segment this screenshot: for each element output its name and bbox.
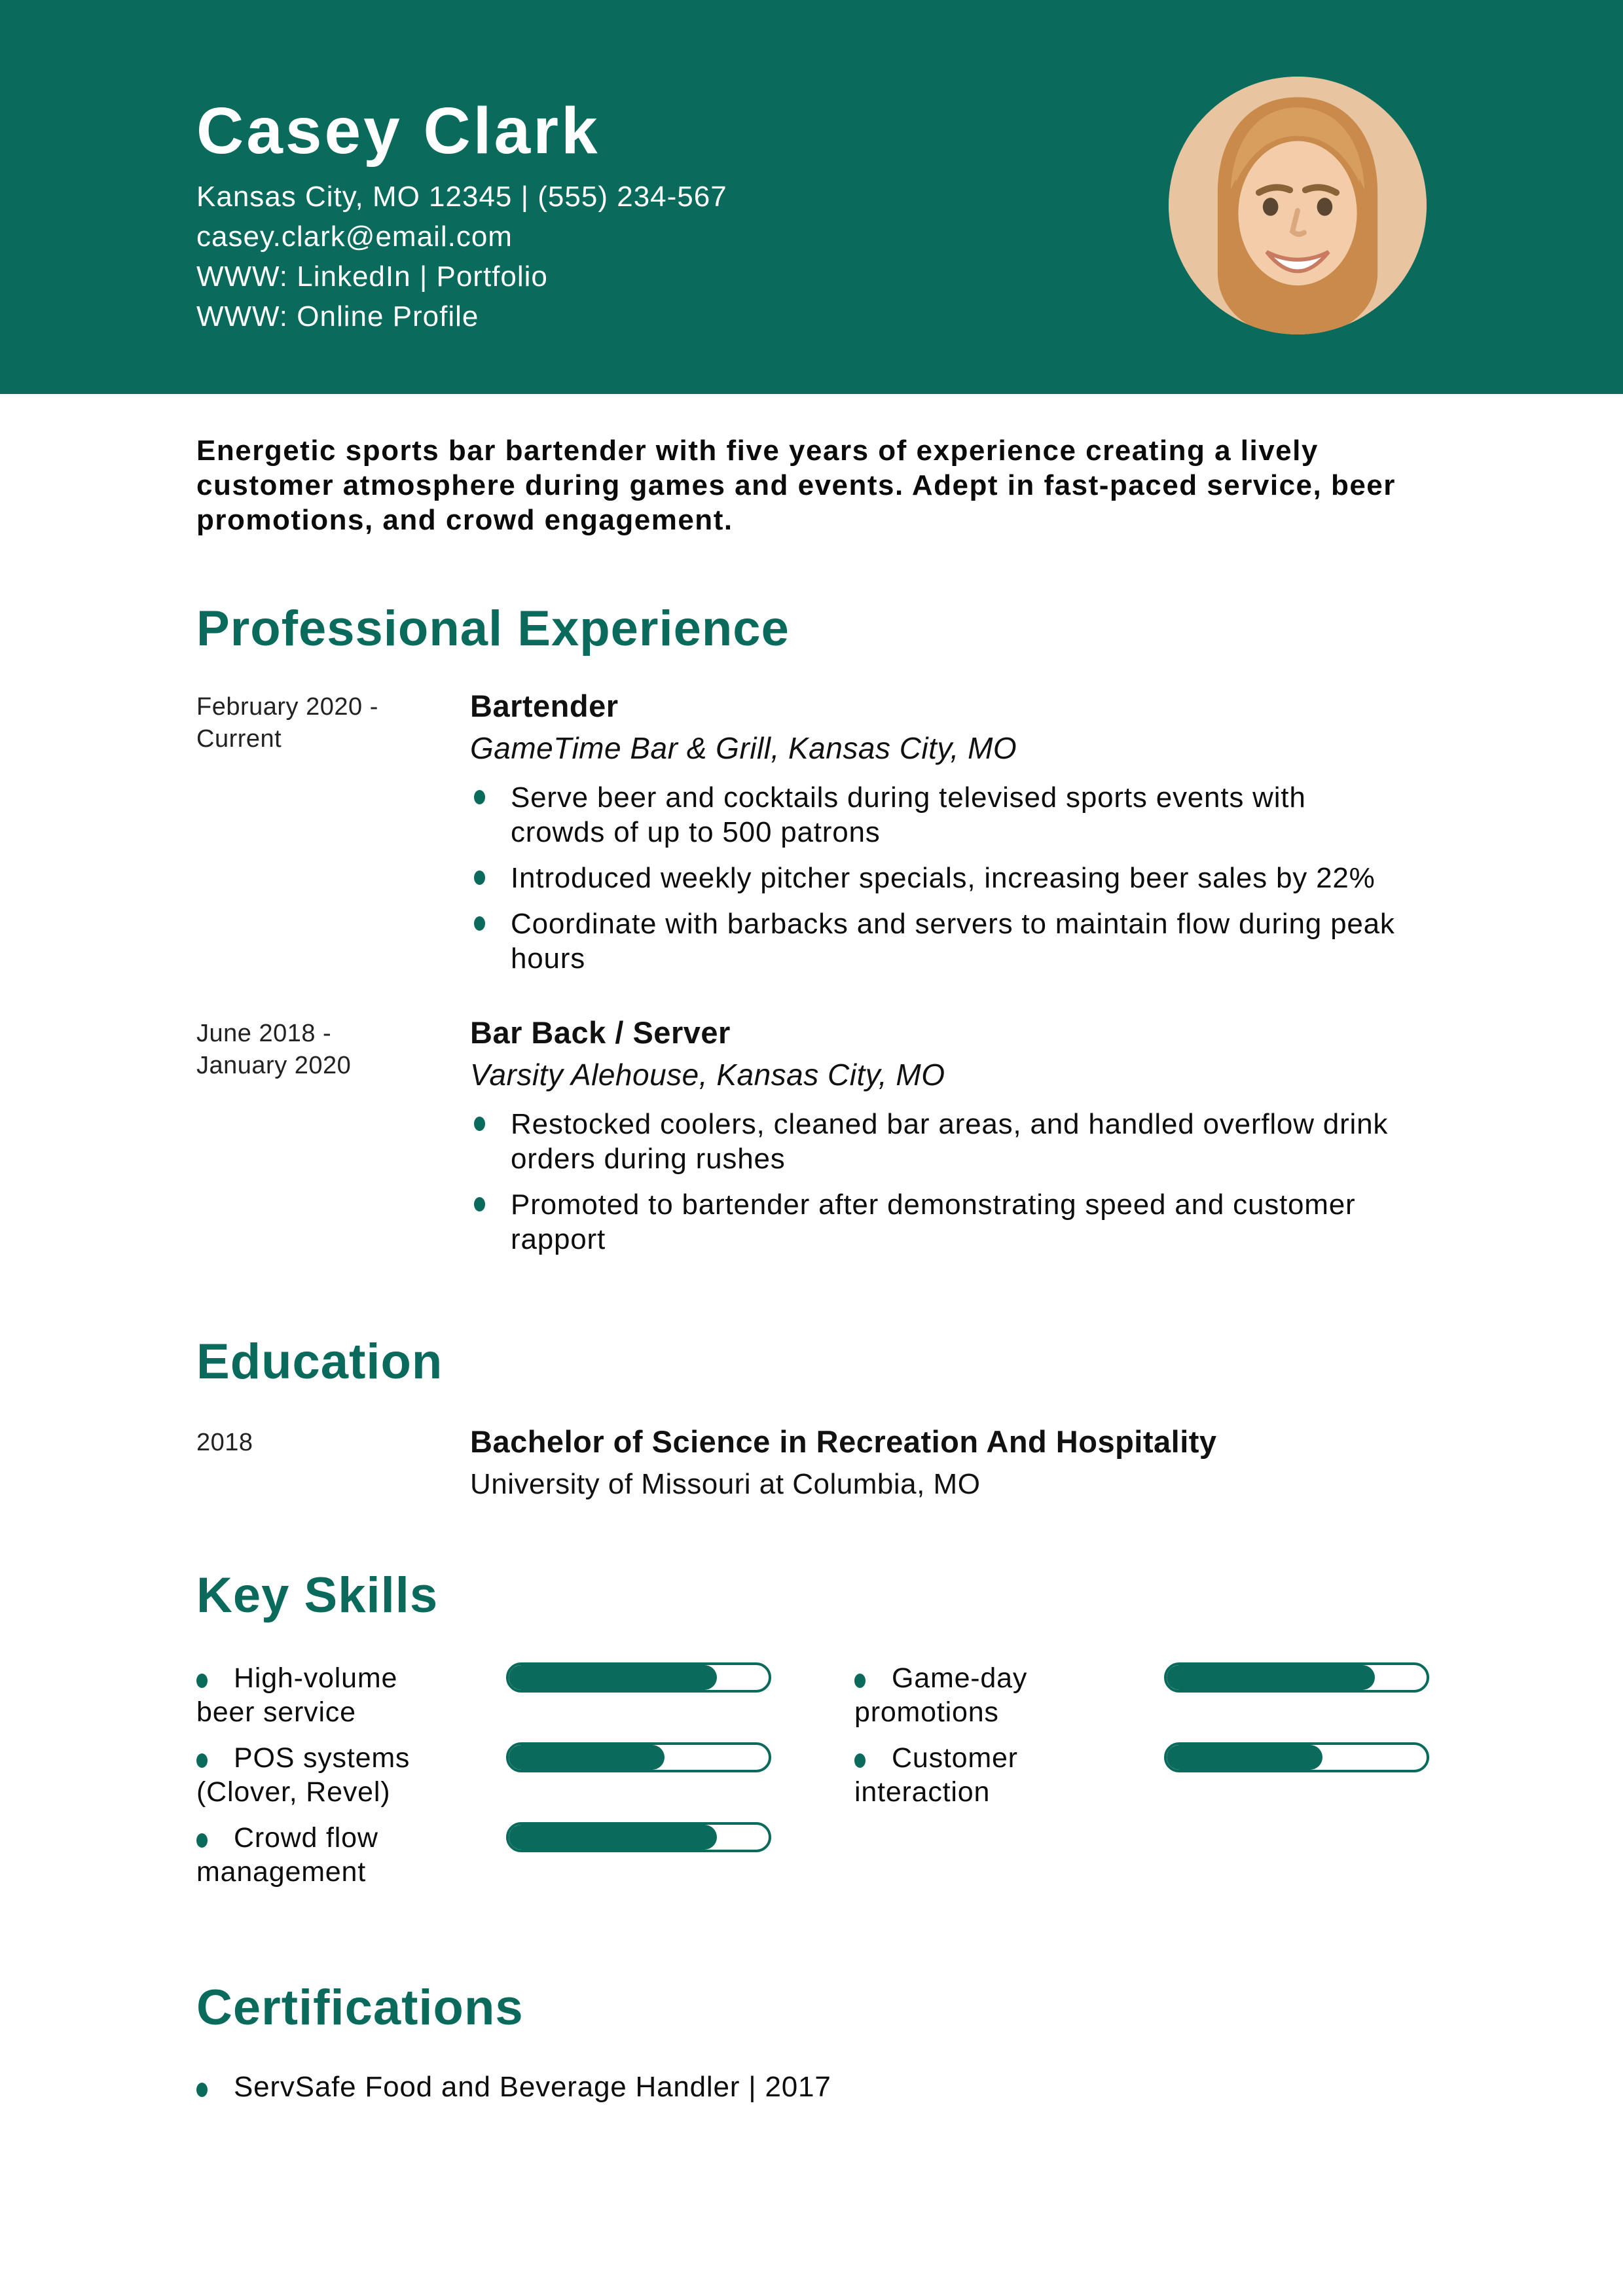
education-degree: Bachelor of Science in Recreation And Hospitality (470, 1424, 1217, 1459)
skill-level-bar (506, 1662, 771, 1693)
job-entry (196, 688, 1427, 987)
education-section-title: Education (196, 1334, 443, 1390)
section-key-skills (196, 1567, 1427, 1901)
bullet-dot-icon (196, 1674, 208, 1688)
skill-name: Crowd flow management (196, 1822, 378, 1888)
education-details (470, 1424, 1427, 1501)
profile-photo (1169, 77, 1427, 334)
contact-line-location-phone: Kansas City, MO 12345 | (555) 234-567 (196, 181, 727, 213)
skills-column-left (196, 1661, 771, 1901)
skill-item (854, 1741, 1429, 1809)
skill-level-fill (1167, 1745, 1322, 1770)
bullet-dot-icon (196, 2083, 208, 2097)
skill-item (196, 1741, 771, 1809)
skill-level-bar (1164, 1662, 1429, 1693)
job-entry (196, 1014, 1427, 1268)
bullet-item: Introduced weekly pitcher specials, increasing beer sales by 22% (470, 861, 1406, 895)
skill-item (196, 1661, 771, 1729)
job-bullet-list (470, 780, 1406, 976)
education-entry (196, 1424, 1427, 1501)
job-details (470, 1014, 1427, 1268)
skills-section-title: Key Skills (196, 1568, 439, 1623)
skill-name: Game-day promotions (854, 1662, 1028, 1728)
contact-line-links: WWW: LinkedIn | Portfolio (196, 260, 548, 293)
skill-label (854, 1661, 1164, 1729)
skill-level-fill (509, 1665, 717, 1690)
skill-name: POS systems (Clover, Revel) (196, 1742, 410, 1808)
job-title: Bar Back / Server (470, 1015, 731, 1050)
skill-label (196, 1821, 506, 1889)
face-illustration (1169, 77, 1427, 334)
skill-label (854, 1741, 1164, 1809)
skill-item (854, 1661, 1429, 1729)
bullet-item: Restocked coolers, cleaned bar areas, and handled overflow drink orders during rushes (470, 1107, 1406, 1176)
certifications-section-title: Certifications (196, 1980, 524, 2036)
candidate-name: Casey Clark (196, 94, 600, 168)
skill-name: High-volume beer service (196, 1662, 398, 1728)
bullet-item: Serve beer and cocktails during televised sports events with crowds of up to 500 patrons (470, 780, 1406, 850)
contact-line-email: casey.clark@email.com (196, 221, 513, 253)
skills-columns (196, 1661, 1427, 1901)
job-details (470, 688, 1427, 987)
job-title: Bartender (470, 689, 619, 723)
section-certifications (196, 1979, 1427, 2104)
skill-level-bar (506, 1822, 771, 1852)
section-experience (196, 600, 1427, 1268)
job-dates: June 2018 - January 2020 (196, 1020, 352, 1079)
skill-name: Customer interaction (854, 1742, 1018, 1808)
skill-level-fill (1167, 1665, 1375, 1690)
skill-label (196, 1661, 506, 1729)
job-dates: February 2020 - Current (196, 693, 378, 753)
bullet-item: Coordinate with barbacks and servers to maintain flow during peak hours (470, 906, 1406, 976)
skill-item (196, 1821, 771, 1889)
contact-line-profile: WWW: Online Profile (196, 300, 479, 332)
resume-body (0, 433, 1623, 2104)
bullet-dot-icon (196, 1833, 208, 1848)
skill-level-fill (509, 1825, 717, 1850)
skill-label (196, 1741, 506, 1809)
section-education (196, 1333, 1427, 1501)
skill-level-bar (1164, 1742, 1429, 1772)
bullet-item: Promoted to bartender after demonstrating speed and customer rapport (470, 1187, 1406, 1257)
experience-section-title: Professional Experience (196, 601, 790, 656)
header (0, 0, 1623, 394)
skills-column-right (854, 1661, 1429, 1821)
bullet-dot-icon (854, 1753, 866, 1768)
education-year: 2018 (196, 1429, 253, 1456)
job-company: GameTime Bar & Grill, Kansas City, MO (470, 731, 1017, 765)
education-school: University of Missouri at Columbia, MO (470, 1468, 981, 1500)
professional-summary: Energetic sports bar bartender with five years of experience creating a lively customer atmosphere during games and events. Adept in fast-paced service, beer promotions, and crowd engagement. (196, 435, 1396, 536)
skill-level-fill (509, 1745, 665, 1770)
job-company: Varsity Alehouse, Kansas City, MO (470, 1058, 945, 1092)
certification-text: ServSafe Food and Beverage Handler | 2017 (234, 2071, 831, 2103)
certification-item (196, 2070, 1427, 2104)
bullet-dot-icon (196, 1753, 208, 1768)
skill-level-bar (506, 1742, 771, 1772)
bullet-dot-icon (854, 1674, 866, 1688)
job-bullet-list (470, 1107, 1406, 1257)
